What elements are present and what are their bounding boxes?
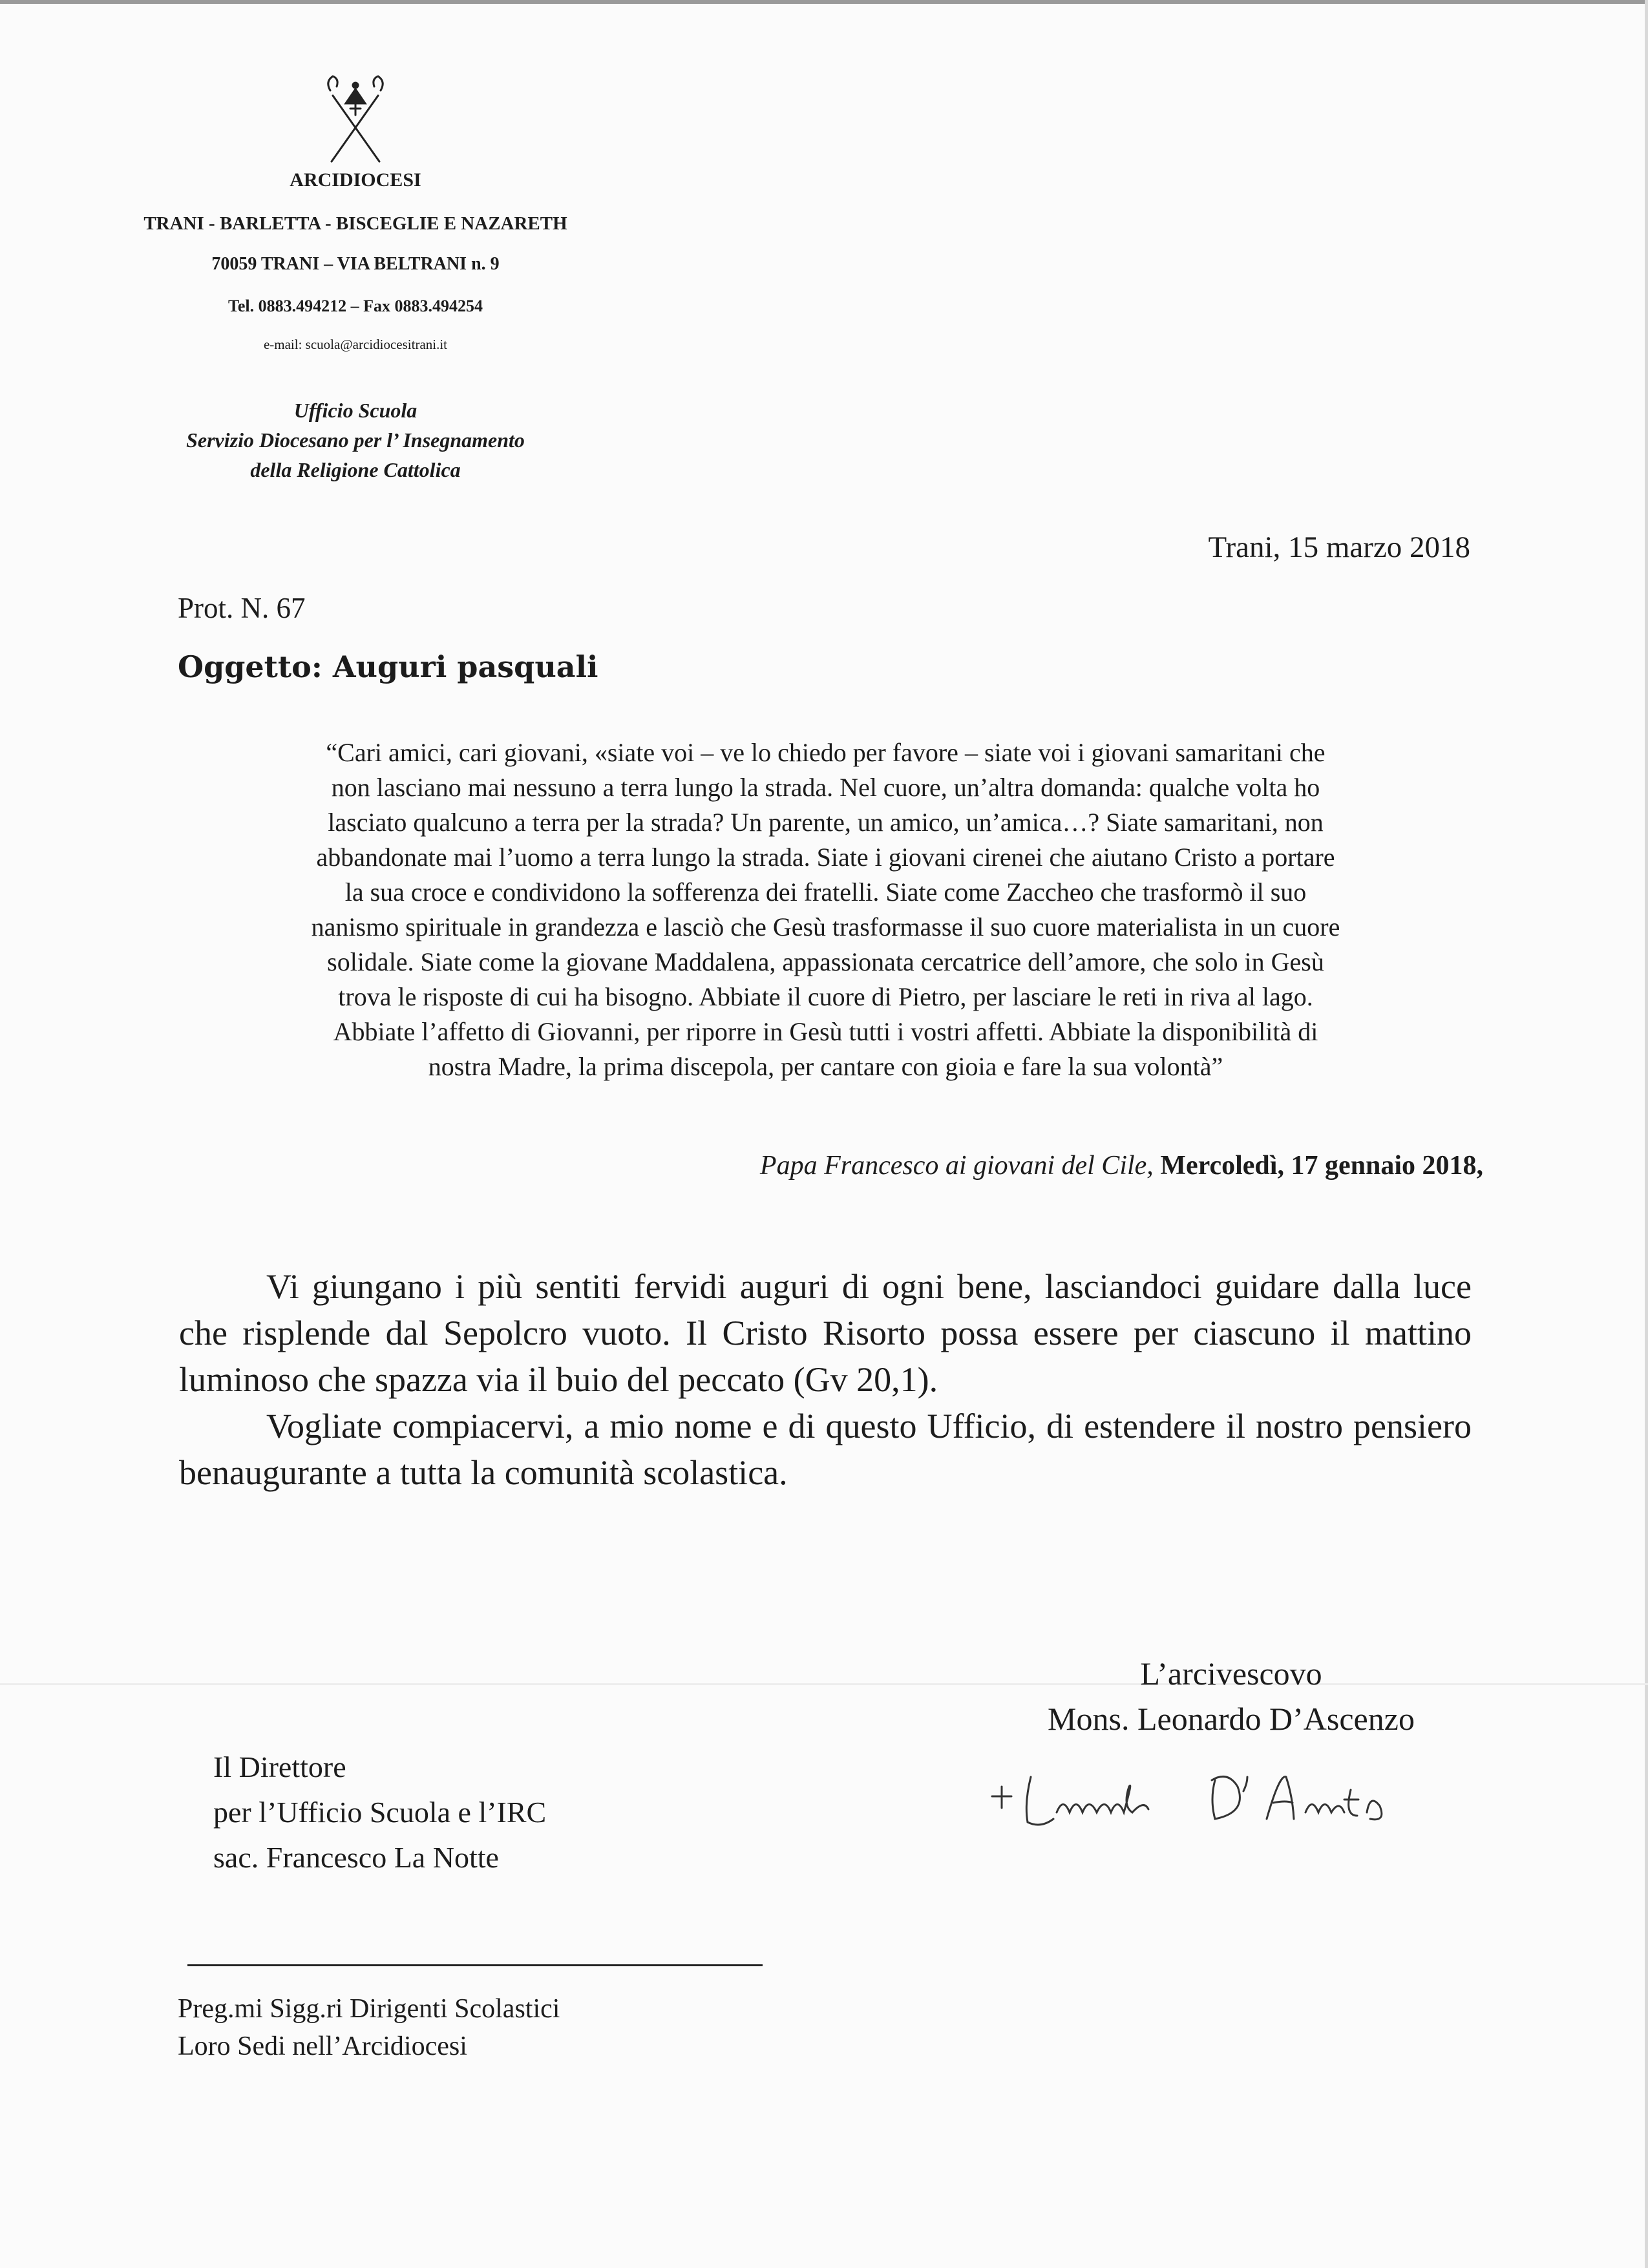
quote-line: lasciato qualcuno a terra per la strada? Un parente, un amico, un’amica…? Siate samaritani, non: [328, 808, 1324, 837]
body-paragraph: Vi giungano i più sentiti fervidi auguri di ogni bene, lasciandoci guidare dalla luce che risplende dal Sepolcro vuoto. Il Cristo Risorto possa essere per ciascuno il mattino luminoso che spazza via il buio del peccato (Gv 20,1).: [179, 1267, 1472, 1399]
recipients-block: [178, 1990, 560, 2065]
divider: [187, 1964, 763, 1966]
quote-line: solidale. Siate come la giovane Maddalena, appassionata cercatrice dell’amore, che solo in Gesù: [327, 947, 1324, 976]
diocese-crest-icon: [320, 70, 391, 167]
office-line: Ufficio Scuola: [293, 399, 417, 422]
attribution-date: Mercoledì, 17 gennaio 2018,: [1160, 1151, 1483, 1181]
protocol-number: Prot. N. 67: [178, 592, 306, 624]
letter-date: Trani, 15 marzo 2018: [1208, 530, 1470, 564]
archbishop-block: [982, 1651, 1480, 1741]
quote-line: la sua croce e condividono la sofferenza dei fratelli. Siate come Zaccheo che trasformò il suo: [344, 877, 1307, 907]
director-title: Il Direttore: [213, 1750, 346, 1783]
recipients-line: Loro Sedi nell’Arcidiocesi: [178, 2032, 467, 2061]
director-block: [213, 1745, 546, 1880]
archbishop-title: L’arcivescovo: [1140, 1655, 1322, 1692]
archbishop-name: Mons. Leonardo D’Ascenzo: [1048, 1701, 1415, 1737]
letterhead-email: e-mail: scuola@arcidiocesitrani.it: [263, 337, 448, 352]
attribution-source: Papa Francesco ai giovani del Cile,: [759, 1151, 1154, 1181]
director-name: sac. Francesco La Notte: [213, 1841, 499, 1874]
quote-line: “Cari amici, cari giovani, «siate voi – ve lo chiedo per favore – siate voi i giovani samaritani che: [326, 738, 1326, 767]
quote-line: nanismo spirituale in grandezza e lasciò che Gesù trasformasse il suo cuore materialista in un cuore: [311, 912, 1340, 941]
letter-subject: Oggetto: Auguri pasquali: [178, 649, 598, 684]
recipients-line: Preg.mi Sigg.ri Dirigenti Scolastici: [178, 1994, 560, 2024]
letterhead-address: 70059 TRANI – VIA BELTRANI n. 9: [211, 254, 500, 274]
body-paragraph: Vogliate compiacervi, a mio nome e di questo Ufficio, di estendere il nostro pensiero benaugurante a tutta la comunità scolastica.: [179, 1407, 1472, 1492]
quote-line: Abbiate l’affetto di Giovanni, per riporre in Gesù tutti i vostri affetti. Abbiate la disponibilità di: [333, 1017, 1318, 1046]
office-line: Servizio Diocesano per l’ Insegnamento: [186, 428, 525, 452]
office-block: [110, 395, 601, 485]
quote-attribution: [760, 1150, 1483, 1181]
archbishop-signature: [982, 1764, 1435, 1835]
scan-edge: [1645, 0, 1648, 2268]
letterhead-dioceses: TRANI - BARLETTA - BISCEGLIE E NAZARETH: [143, 213, 567, 234]
letterhead: [97, 169, 614, 353]
quote-line: trova le risposte di cui ha bisogno. Abbiate il cuore di Pietro, per lasciare le reti in riva al lago.: [338, 982, 1313, 1011]
quote-line: nostra Madre, la prima discepola, per cantare con gioia e fare la sua volontà”: [428, 1052, 1223, 1081]
quote-block: [184, 735, 1467, 1084]
quote-line: non lasciano mai nessuno a terra lungo la strada. Nel cuore, un’altra domanda: qualche volta ho: [331, 773, 1320, 802]
director-role: per l’Ufficio Scuola e l’IRC: [213, 1796, 547, 1829]
letterhead-phone: Tel. 0883.494212 – Fax 0883.494254: [227, 297, 483, 315]
letterhead-name: ARCIDIOCESI: [290, 169, 421, 191]
quote-line: abbandonate mai l’uomo a terra lungo la strada. Siate i giovani cirenei che aiutano Cristo a portare: [316, 843, 1335, 872]
scan-edge: [0, 0, 1648, 4]
letter-body: [179, 1263, 1472, 1496]
office-line: della Religione Cattolica: [250, 458, 461, 481]
